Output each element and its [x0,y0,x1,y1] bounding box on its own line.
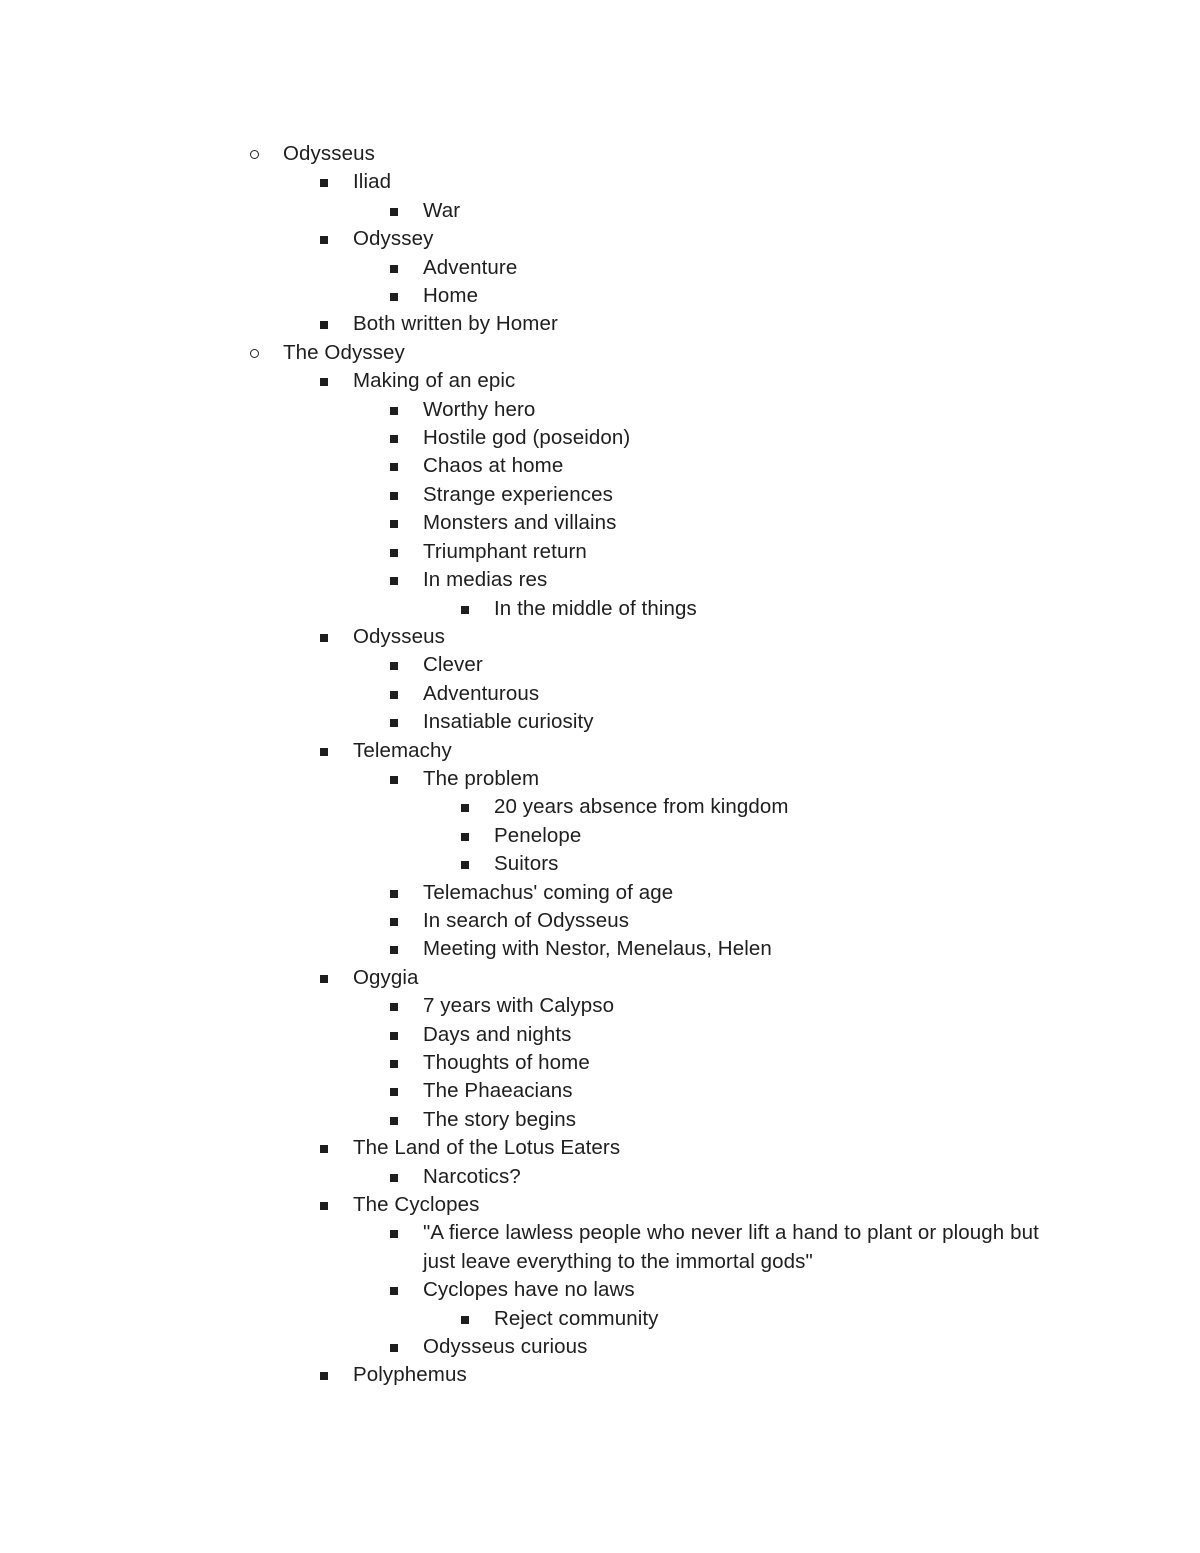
outline-item-level-2 [0,1134,1200,1162]
outline-item-level-3 [0,1219,1200,1276]
square-bullet-icon [384,765,404,784]
outline-item-text: Narcotics? [423,1164,521,1188]
outline-item-text: The problem [423,766,540,790]
outline-item-level-3 [0,765,1200,793]
outline-item-level-3 [0,254,1200,282]
square-bullet-icon [314,225,334,244]
square-bullet-icon [384,282,404,301]
outline-item-level-3 [0,1049,1200,1077]
outline-item-text: The Phaeacians [423,1079,573,1103]
square-bullet-icon [384,992,404,1011]
outline-item-text: Suitors [494,852,559,876]
outline-item-text: Iliad [353,170,392,194]
outline-item-text: Penelope [494,823,582,847]
outline-item-level-2 [0,1191,1200,1219]
outline-item-level-4 [0,793,1200,821]
outline-item-level-2 [0,367,1200,395]
outline-item-level-3 [0,1077,1200,1105]
square-bullet-icon [384,907,404,926]
outline-item-text: Insatiable curiosity [423,710,594,734]
square-bullet-icon [455,850,475,869]
outline-item-text: The Cyclopes [353,1193,480,1217]
outline-item-text: The Odyssey [283,340,405,364]
outline-item-text: Worthy hero [423,397,536,421]
outline-item-level-3 [0,1163,1200,1191]
square-bullet-icon [314,964,334,983]
square-bullet-icon [384,935,404,954]
outline-item-level-3 [0,1021,1200,1049]
square-bullet-icon [455,595,475,614]
outline-item-text: Cyclopes have no laws [423,1278,635,1302]
outline-item-level-3 [0,424,1200,452]
square-bullet-icon [384,1276,404,1295]
outline-item-text: Home [423,284,479,308]
outline-item-text: Making of an epic [353,369,516,393]
square-bullet-icon [384,197,404,216]
outline-item-level-1 [0,339,1200,367]
outline-item-text: Chaos at home [423,454,564,478]
outline-item-level-3 [0,509,1200,537]
outline-item-text: Ogygia [353,965,419,989]
outline-item-level-3 [0,992,1200,1020]
hollow-circle-bullet-icon [244,339,264,358]
outline-item-level-3 [0,452,1200,480]
outline-item-text: "A fierce lawless people who never lift a hand to plant or plough but just leave everything to the immortal gods" [423,1221,1045,1273]
outline-item-text: Meeting with Nestor, Menelaus, Helen [423,937,772,961]
square-bullet-icon [384,1219,404,1238]
outline-item-level-2 [0,310,1200,338]
outline-item-level-4 [0,595,1200,623]
square-bullet-icon [314,737,334,756]
outline-item-level-2 [0,964,1200,992]
square-bullet-icon [314,1361,334,1380]
document-outline [0,140,1200,1390]
square-bullet-icon [314,367,334,386]
outline-item-level-3 [0,481,1200,509]
outline-item-text: In the middle of things [494,596,697,620]
outline-item-level-4 [0,822,1200,850]
outline-item-level-2 [0,1361,1200,1389]
outline-item-text: Triumphant return [423,539,587,563]
outline-item-level-2 [0,225,1200,253]
square-bullet-icon [384,566,404,585]
outline-item-text: Thoughts of home [423,1051,590,1074]
outline-item-level-2 [0,737,1200,765]
square-bullet-icon [384,481,404,500]
outline-item-text: Odysseus curious [423,1335,588,1359]
square-bullet-icon [455,793,475,812]
outline-item-level-1 [0,140,1200,168]
square-bullet-icon [384,1163,404,1182]
square-bullet-icon [384,424,404,443]
outline-item-level-2 [0,623,1200,651]
square-bullet-icon [384,879,404,898]
outline-item-level-3 [0,197,1200,225]
outline-item-text: 7 years with Calypso [423,994,615,1018]
outline-item-text: The Land of the Lotus Eaters [353,1136,621,1160]
square-bullet-icon [384,254,404,273]
square-bullet-icon [314,1134,334,1153]
outline-item-text: Monsters and villains [423,511,617,535]
outline-item-level-2 [0,168,1200,196]
outline-item-level-3 [0,282,1200,310]
square-bullet-icon [314,623,334,642]
outline-item-level-3 [0,935,1200,963]
outline-item-text: Days and nights [423,1022,572,1046]
outline-item-level-3 [0,708,1200,736]
square-bullet-icon [384,1021,404,1040]
outline-item-text: Adventure [423,255,518,279]
outline-item-text: Both written by Homer [353,312,558,336]
square-bullet-icon [384,452,404,471]
outline-item-level-3 [0,680,1200,708]
outline-item-text: Odyssey [353,227,434,251]
outline-item-text: Reject community [494,1306,659,1330]
outline-item-text: In search of Odysseus [423,908,630,932]
outline-item-text: Telemachy [353,738,452,762]
hollow-circle-bullet-icon [244,140,264,159]
outline-item-level-3 [0,1106,1200,1134]
square-bullet-icon [384,1077,404,1096]
outline-item-text: War [423,198,461,222]
outline-item-text: Adventurous [423,681,540,705]
square-bullet-icon [384,1049,404,1068]
square-bullet-icon [384,538,404,557]
square-bullet-icon [384,1106,404,1125]
outline-item-text: Odysseus [283,142,375,165]
outline-item-text: Telemachus' coming of age [423,880,674,904]
outline-item-level-3 [0,1333,1200,1361]
square-bullet-icon [455,822,475,841]
square-bullet-icon [455,1305,475,1324]
outline-item-text: Polyphemus [353,1363,467,1387]
square-bullet-icon [384,509,404,528]
outline-item-level-3 [0,651,1200,679]
square-bullet-icon [384,1333,404,1352]
outline-item-text: The story begins [423,1107,577,1131]
outline-item-level-3 [0,566,1200,594]
outline-item-text: Clever [423,653,483,677]
outline-item-level-4 [0,1305,1200,1333]
outline-item-level-3 [0,538,1200,566]
outline-item-level-3 [0,396,1200,424]
outline-item-level-3 [0,907,1200,935]
outline-item-level-3 [0,879,1200,907]
outline-item-level-3 [0,1276,1200,1304]
outline-item-text: Hostile god (poseidon) [423,426,631,450]
outline-item-text: In medias res [423,568,548,592]
square-bullet-icon [314,310,334,329]
outline-item-text: Strange experiences [423,482,613,506]
square-bullet-icon [384,680,404,699]
outline-item-text: 20 years absence from kingdom [494,795,789,819]
outline-item-level-4 [0,850,1200,878]
square-bullet-icon [384,396,404,415]
square-bullet-icon [314,168,334,187]
square-bullet-icon [314,1191,334,1210]
outline-item-text: Odysseus [353,624,445,648]
square-bullet-icon [384,651,404,670]
square-bullet-icon [384,708,404,727]
